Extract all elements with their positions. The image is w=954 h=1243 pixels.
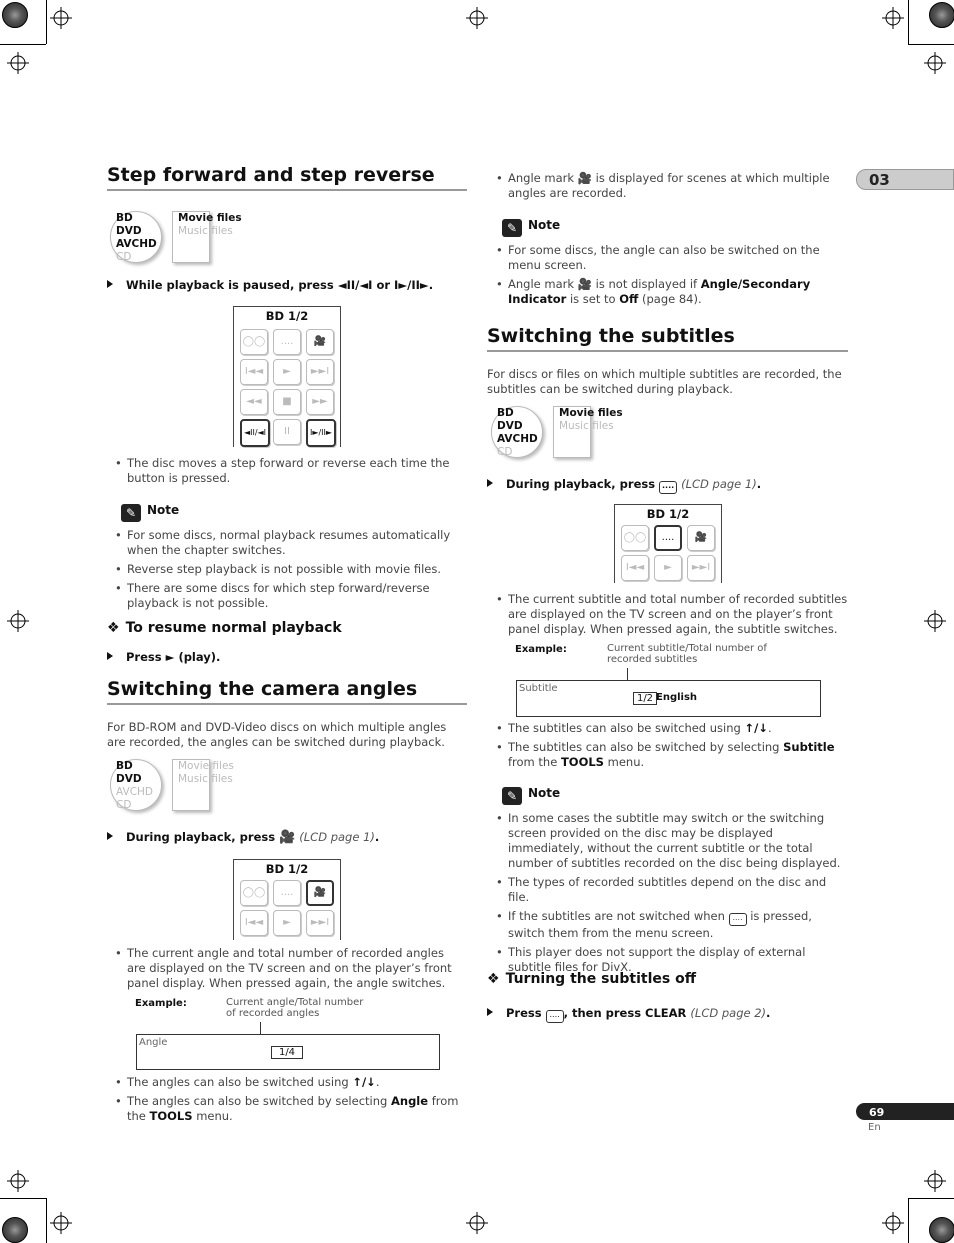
note-list xyxy=(496,811,848,979)
corner-disc-icon xyxy=(2,2,28,28)
list-item: • The types of recorded subtitles depend on the disc and file. xyxy=(496,875,848,905)
media-type-indicator: BD DVD AVCHD CD Movie files Music files xyxy=(491,406,631,462)
chapter-tab: 03 xyxy=(856,169,954,190)
next-button[interactable]: ►►I xyxy=(306,910,334,936)
previous-button[interactable]: I◄◄ xyxy=(240,359,268,385)
angles-more-bullets xyxy=(115,1075,465,1128)
subtitle-button[interactable]: .... xyxy=(273,880,301,906)
list-item: • Angle mark 🎥 is displayed for scenes at which multiple angles are recorded. xyxy=(496,171,848,201)
corner-disc-icon xyxy=(929,2,954,28)
angles-bullets xyxy=(115,946,465,995)
next-button[interactable]: ►►I xyxy=(687,555,715,581)
angles-instruction: During playback, press 🎥 (LCD page 1). xyxy=(107,830,379,845)
registration-mark-icon xyxy=(50,7,72,29)
list-item: • In some cases the subtitle may switch or the switching screen provided on the disc may be displayed immediately, without the current subtitle or the total number of subtitles recorded on the disc being displayed. xyxy=(496,811,848,871)
section-title-step: Step forward and step reverse xyxy=(107,164,435,186)
audio-button[interactable]: ◯◯ xyxy=(240,329,268,355)
registration-mark-icon xyxy=(882,7,904,29)
example-label: Example: xyxy=(135,998,187,1009)
play-button[interactable]: ► xyxy=(654,555,682,581)
subsection-title-resume: ❖ To resume normal playback xyxy=(107,620,342,636)
list-item: • There are some discs for which step forward/reverse playback is not possible. xyxy=(115,581,465,611)
angle-button[interactable]: 🎥 xyxy=(687,525,715,551)
angle-button[interactable]: 🎥 xyxy=(306,329,334,355)
page-number: 69 xyxy=(856,1103,954,1120)
audio-button[interactable]: ◯◯ xyxy=(621,525,649,551)
pause-button[interactable]: II xyxy=(273,419,301,445)
subtitles-intro: For discs or files on which multiple subtitles are recorded, the subtitles can be switched during playback. xyxy=(487,367,842,396)
subtitle-display-example: Subtitle xyxy=(516,680,821,717)
stop-button[interactable]: ■ xyxy=(273,389,301,415)
registration-mark-icon xyxy=(466,7,488,29)
subtitle-value: 1/2 xyxy=(633,692,657,705)
registration-mark-icon xyxy=(50,1212,72,1234)
note-heading: ✎ Note xyxy=(502,786,560,805)
corner-disc-icon xyxy=(2,1217,28,1243)
registration-mark-icon xyxy=(7,1170,29,1192)
camera-angle-icon: 🎥 xyxy=(577,171,593,185)
subtitles-more-bullets xyxy=(496,721,848,774)
rewind-button[interactable]: ◄◄ xyxy=(240,389,268,415)
list-item: • This player does not support the display of external subtitle files for DivX. xyxy=(496,945,848,975)
list-item: • The subtitles can also be switched using ↑/↓. xyxy=(496,721,848,736)
pencil-note-icon: ✎ xyxy=(502,219,522,237)
list-item: • The current subtitle and total number of recorded subtitles are displayed on the TV screen and on the player’s front panel display. When pressed again, the subtitle switches. xyxy=(496,592,848,637)
next-button[interactable]: ►►I xyxy=(306,359,334,385)
list-item: • The subtitles can also be switched by selecting Subtitle from the TOOLS menu. xyxy=(496,740,848,770)
resume-instruction: Press ► (play). xyxy=(107,650,220,665)
subtitle-language: English xyxy=(656,692,698,703)
registration-mark-icon xyxy=(924,52,946,74)
example-caption: Current subtitle/Total number of recorded subtitles xyxy=(607,643,767,665)
example-caption: Current angle/Total number of recorded angles xyxy=(226,997,364,1019)
camera-angle-icon: 🎥 xyxy=(279,830,296,845)
example-label: Example: xyxy=(515,644,567,655)
subtitle-button[interactable]: .... xyxy=(273,329,301,355)
list-item: • The angles can also be switched using ↑/↓. xyxy=(115,1075,465,1090)
note-heading: ✎ Note xyxy=(502,218,560,237)
page-language: En xyxy=(868,1122,881,1133)
subtitle-icon: .... xyxy=(729,913,747,926)
subtitles-instruction: During playback, press .... (LCD page 1). xyxy=(487,477,761,494)
list-item: • Angle mark 🎥 is not displayed if Angle/Secondary Indicator is set to Off (page 84). xyxy=(496,277,848,307)
previous-button[interactable]: I◄◄ xyxy=(621,555,649,581)
list-item: • If the subtitles are not switched when .... is pressed, switch them from the menu screen. xyxy=(496,909,848,941)
audio-button[interactable]: ◯◯ xyxy=(240,880,268,906)
section-rule xyxy=(107,703,467,705)
remote-control-diagram: BD 1/2 ◯◯ .... 🎥 I◄◄ ► ►►I xyxy=(614,504,722,583)
subtitle-button[interactable]: .... xyxy=(654,525,682,551)
note-list xyxy=(496,243,848,311)
angle-button[interactable]: 🎥 xyxy=(306,880,334,906)
list-item: • Reverse step playback is not possible with movie files. xyxy=(115,562,465,577)
forward-button[interactable]: ►► xyxy=(306,389,334,415)
list-item: • The current angle and total number of recorded angles are displayed on the TV screen and on the player’s front panel display. When pressed again, the angle switches. xyxy=(115,946,465,991)
step-bullets xyxy=(115,456,465,490)
step-forward-button[interactable]: I►/II► xyxy=(306,419,336,447)
registration-mark-icon xyxy=(7,52,29,74)
subsection-title-off: ❖ Turning the subtitles off xyxy=(487,971,697,987)
camera-angle-icon: 🎥 xyxy=(577,277,593,291)
step-reverse-button[interactable]: ◄II/◄I xyxy=(240,419,270,447)
list-item: • For some discs, the angle can also be switched on the menu screen. xyxy=(496,243,848,273)
angle-display-example: Angle xyxy=(136,1034,440,1070)
registration-mark-icon xyxy=(466,1212,488,1234)
angle-mark-bullets xyxy=(496,171,848,205)
subtitle-icon: .... xyxy=(546,1010,564,1023)
registration-mark-icon xyxy=(882,1212,904,1234)
remote-control-diagram: BD 1/2 ◯◯ .... 🎥 I◄◄ ► ►►I ◄◄ ■ ►► ◄II/◄I II I►/II► xyxy=(233,306,341,447)
section-title-subtitles: Switching the subtitles xyxy=(487,325,735,347)
play-button[interactable]: ► xyxy=(273,359,301,385)
subtitle-icon: .... xyxy=(659,481,677,494)
play-button[interactable]: ► xyxy=(273,910,301,936)
previous-button[interactable]: I◄◄ xyxy=(240,910,268,936)
registration-mark-icon xyxy=(924,1170,946,1192)
media-type-indicator: BD DVD AVCHD CD Movie files Music files xyxy=(110,759,250,815)
subtitles-off-instruction: Press .... , then press CLEAR (LCD page 2). xyxy=(487,1006,770,1023)
corner-disc-icon xyxy=(929,1217,954,1243)
note-heading: ✎ Note xyxy=(121,503,179,522)
angle-value: 1/4 xyxy=(271,1046,303,1059)
registration-mark-icon xyxy=(7,610,29,632)
media-type-indicator: BD DVD AVCHD CD Movie files Music files xyxy=(110,211,250,267)
pencil-note-icon: ✎ xyxy=(121,504,141,522)
section-title-angles: Switching the camera angles xyxy=(107,678,418,700)
list-item: • For some discs, normal playback resumes automatically when the chapter switches. xyxy=(115,528,465,558)
section-rule xyxy=(487,350,848,352)
note-list xyxy=(115,528,465,615)
list-item: • The disc moves a step forward or reverse each time the button is pressed. xyxy=(115,456,465,486)
registration-mark-icon xyxy=(924,610,946,632)
subtitles-bullets xyxy=(496,592,848,641)
list-item: • The angles can also be switched by selecting Angle from the TOOLS menu. xyxy=(115,1094,465,1124)
pencil-note-icon: ✎ xyxy=(502,787,522,805)
step-instruction: While playback is paused, press ◄II/◄I or I►/II►. xyxy=(107,278,433,293)
section-rule xyxy=(107,189,467,191)
angles-intro: For BD-ROM and DVD-Video discs on which multiple angles are recorded, the angles can be switched during playback. xyxy=(107,720,447,749)
remote-control-diagram: BD 1/2 ◯◯ .... 🎥 I◄◄ ► ►►I xyxy=(233,859,341,940)
